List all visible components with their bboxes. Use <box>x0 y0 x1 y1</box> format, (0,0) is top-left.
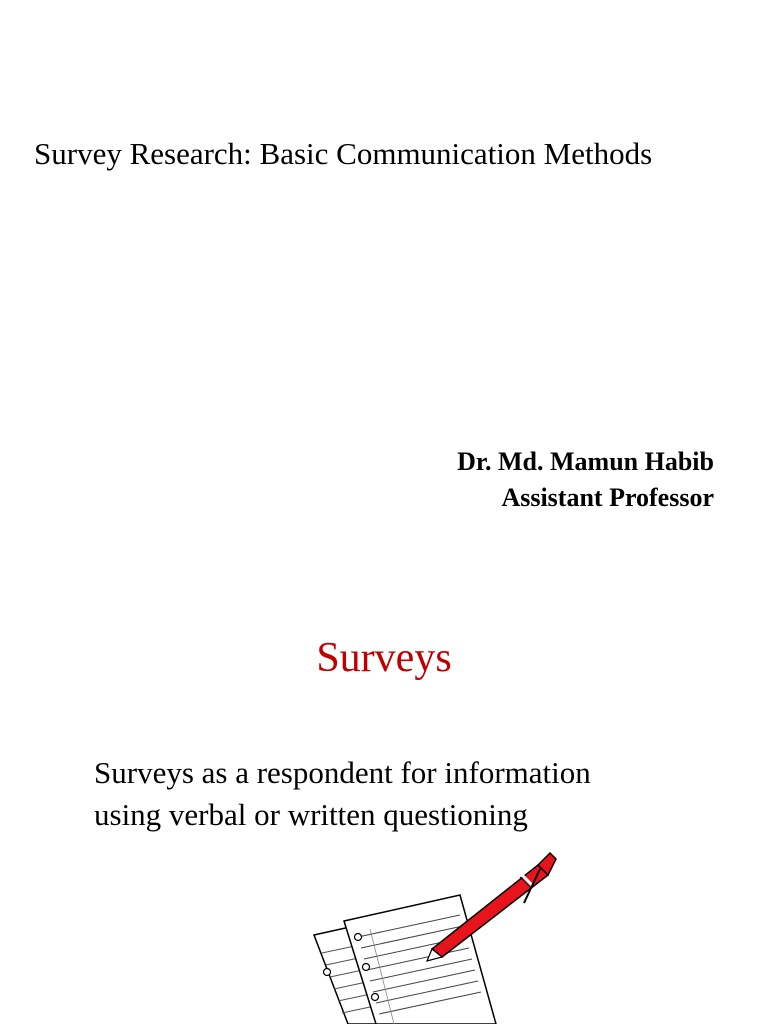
slide-1-title: Survey Research: Basic Communication Methods <box>34 136 653 171</box>
author-name: Dr. Md. Mamun Habib <box>457 447 714 476</box>
author-block <box>457 444 714 516</box>
slide-2-body <box>94 752 591 836</box>
body-line-2: using verbal or written questioning <box>94 797 528 832</box>
slide-2-title: Surveys <box>316 635 452 681</box>
body-line-1: Surveys as a respondent for information <box>94 755 591 790</box>
author-position: Assistant Professor <box>501 483 714 512</box>
paper-and-pen-icon <box>300 845 580 1024</box>
